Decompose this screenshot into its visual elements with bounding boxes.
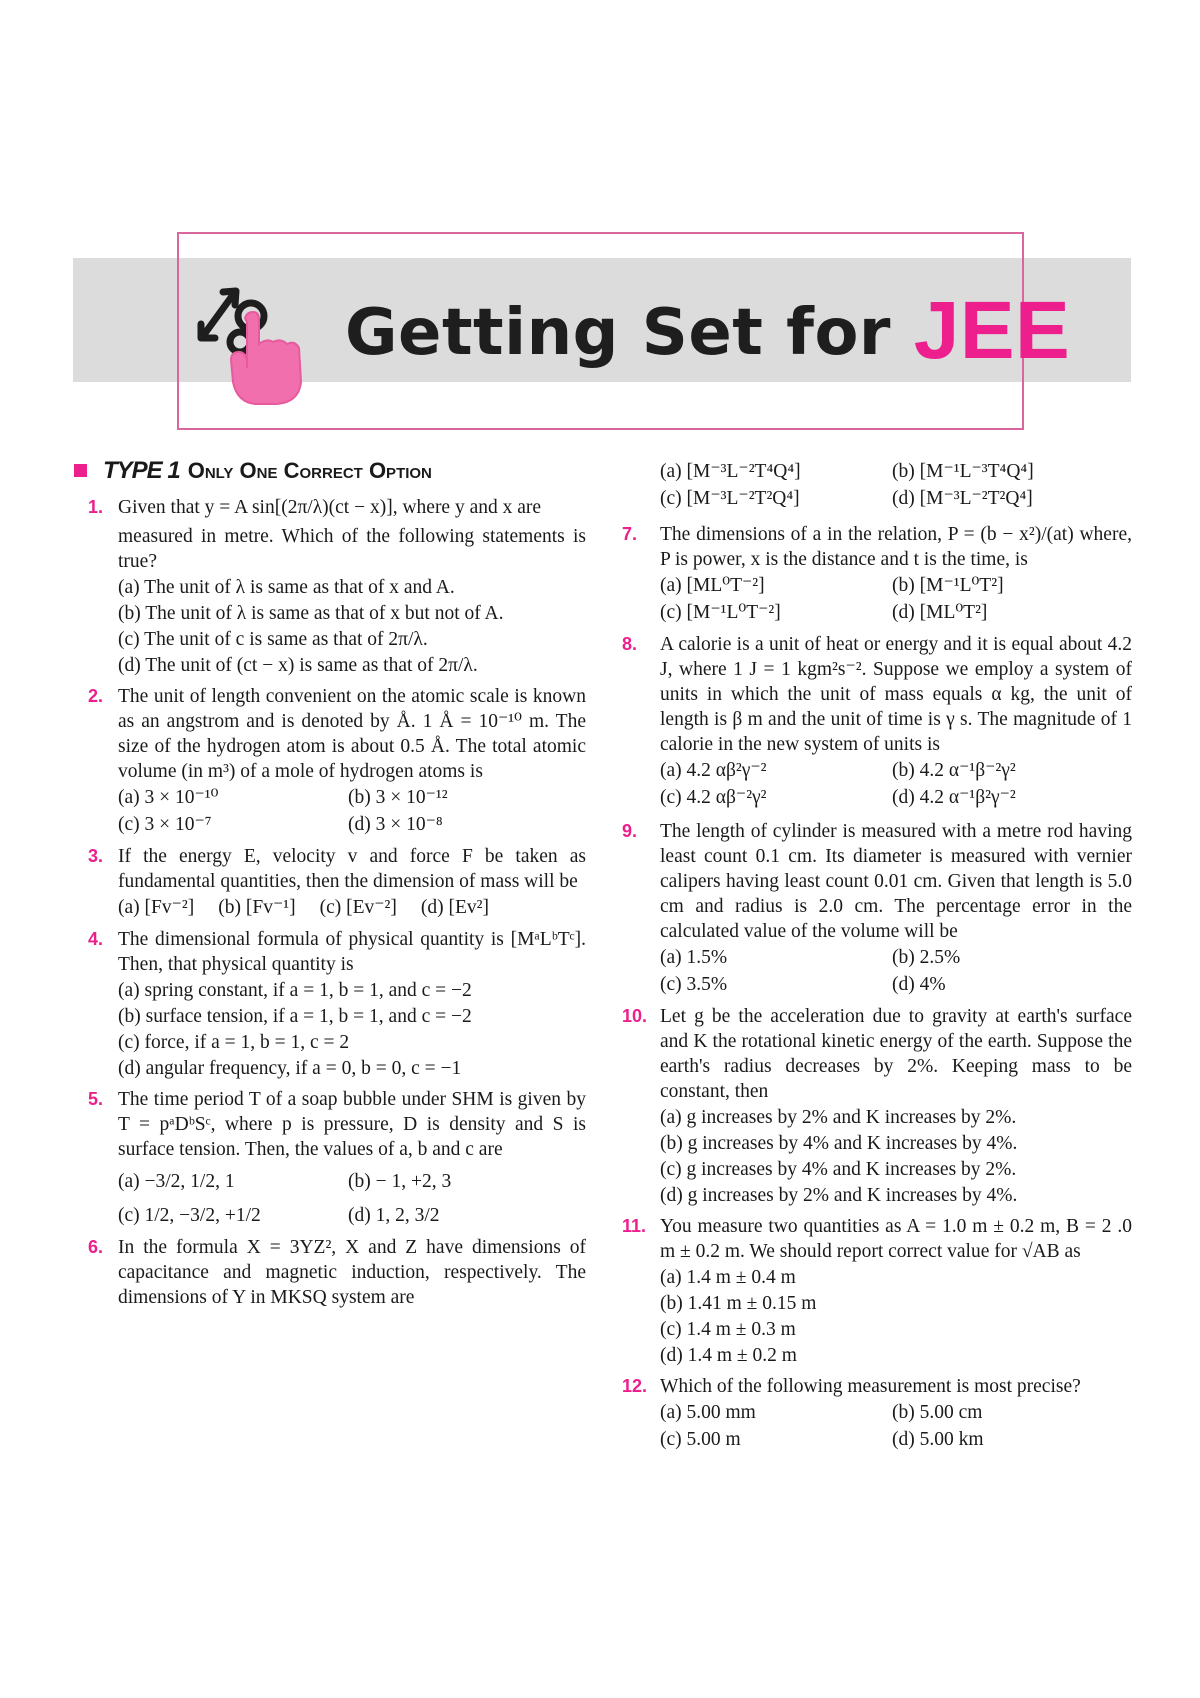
option-b[interactable]: (b) [M⁻¹L⁻³T⁴Q⁴] bbox=[892, 461, 1034, 482]
question-6-options bbox=[630, 458, 1132, 512]
question-6 bbox=[88, 1235, 586, 1310]
question-2 bbox=[88, 684, 586, 838]
option-a[interactable]: (a) The unit of λ is same as that of x and A. bbox=[118, 577, 455, 598]
page-title-prefix: Getting Set for bbox=[345, 296, 914, 370]
option-d[interactable]: (d) g increases by 2% and K increases by 4%. bbox=[660, 1185, 1018, 1206]
square-bullet-icon bbox=[74, 464, 87, 477]
left-column bbox=[88, 458, 586, 1316]
option-b[interactable]: (b) 4.2 α⁻¹β⁻²γ² bbox=[892, 760, 1016, 781]
option-b[interactable]: (b) g increases by 4% and K increases by 4%. bbox=[660, 1133, 1018, 1154]
question-number: 2. bbox=[88, 686, 104, 706]
option-c[interactable]: (c) force, if a = 1, b = 1, c = 2 bbox=[118, 1032, 350, 1053]
option-d[interactable]: (d) The unit of (ct − x) is same as that of 2π/λ. bbox=[118, 655, 478, 676]
question-lead: Given that y = A sin[(2π/λ)(ct − x)], where y and x are bbox=[118, 497, 542, 518]
question-number: 9. bbox=[622, 821, 638, 841]
option-d[interactable]: (d) 4% bbox=[892, 974, 946, 995]
page-title-brand: JEE bbox=[913, 285, 1071, 376]
question-stem: Let g be the acceleration due to gravity at earth's surface and K the rotational kinetic energy of the earth. Suppose the earth's radius decreases by 2%. Keeping mass to be constant, then bbox=[660, 1006, 1132, 1102]
question-number: 3. bbox=[88, 846, 104, 866]
question-stem: Which of the following measurement is most precise? bbox=[660, 1376, 1081, 1397]
option-a[interactable]: (a) 1.5% bbox=[660, 947, 728, 968]
question-1 bbox=[88, 495, 586, 678]
question-stem: The dimensional formula of physical quantity is [MᵃLᵇTᶜ]. Then, that physical quantity is bbox=[118, 929, 586, 975]
question-number: 6. bbox=[88, 1237, 104, 1257]
option-c[interactable]: (c) 3 × 10⁻⁷ bbox=[118, 814, 212, 835]
option-c[interactable]: (c) 1/2, −3/2, +1/2 bbox=[118, 1205, 261, 1226]
option-a[interactable]: (a) 4.2 αβ²γ⁻² bbox=[660, 760, 767, 781]
section-heading bbox=[74, 458, 586, 483]
question-3 bbox=[88, 844, 586, 921]
question-number: 1. bbox=[88, 497, 104, 517]
option-d[interactable]: (d) 1.4 m ± 0.2 m bbox=[660, 1345, 797, 1366]
option-d[interactable]: (d) 5.00 km bbox=[892, 1429, 984, 1450]
option-a[interactable]: (a) −3/2, 1/2, 1 bbox=[118, 1171, 235, 1192]
option-d[interactable]: (d) [ML⁰T²] bbox=[892, 602, 988, 623]
option-c[interactable]: (c) 4.2 αβ⁻²γ² bbox=[660, 787, 767, 808]
option-c[interactable]: (c) 3.5% bbox=[660, 974, 728, 995]
question-11 bbox=[622, 1214, 1132, 1368]
question-number: 5. bbox=[88, 1089, 104, 1109]
question-stem: measured in metre. Which of the following statements is true? bbox=[118, 526, 586, 572]
question-stem: A calorie is a unit of heat or energy and it is equal about 4.2 J, where 1 J = 1 kgm²s⁻². Suppose we employ a system of units in which the unit of mass equals α kg, the unit of length is β m and the unit of time is γ s. The magnitude of 1 calorie in the new system of units is bbox=[660, 634, 1132, 755]
question-number: 7. bbox=[622, 524, 638, 544]
option-a[interactable]: (a) spring constant, if a = 1, b = 1, and c = −2 bbox=[118, 980, 472, 1001]
question-8 bbox=[622, 632, 1132, 811]
option-b[interactable]: (b) − 1, +2, 3 bbox=[348, 1171, 452, 1192]
option-c[interactable]: (c) [Ev⁻²] bbox=[319, 897, 397, 918]
option-b[interactable]: (b) surface tension, if a = 1, b = 1, and c = −2 bbox=[118, 1006, 472, 1027]
question-5 bbox=[88, 1087, 586, 1229]
question-stem: The unit of length convenient on the atomic scale is known as an angstrom and is denoted by Å. 1 Å = 10⁻¹⁰ m. The size of the hydrogen atom is about 0.5 Å. The total atomic volume (in m³) of a mole of hydrogen atoms is bbox=[118, 686, 586, 782]
option-b[interactable]: (b) The unit of λ is same as that of x but not of A. bbox=[118, 603, 504, 624]
option-c[interactable]: (c) [M⁻¹L⁰T⁻²] bbox=[660, 602, 781, 623]
option-d[interactable]: (d) 4.2 α⁻¹β²γ⁻² bbox=[892, 787, 1016, 808]
question-number: 4. bbox=[88, 929, 104, 949]
option-a[interactable]: (a) [Fv⁻²] bbox=[118, 897, 195, 918]
option-d[interactable]: (d) [M⁻³L⁻²T²Q⁴] bbox=[892, 488, 1033, 509]
option-b[interactable]: (b) 3 × 10⁻¹² bbox=[348, 787, 448, 808]
question-stem: You measure two quantities as A = 1.0 m ± 0.2 m, B = 2 .0 m ± 0.2 m. We should report correct value for √AB as bbox=[660, 1216, 1132, 1262]
option-d[interactable]: (d) 1, 2, 3/2 bbox=[348, 1205, 440, 1226]
question-number: 12. bbox=[622, 1376, 648, 1396]
question-stem: The dimensions of a in the relation, P = (b − x²)/(at) where, P is power, x is the distance and t is the time, is bbox=[660, 524, 1132, 570]
right-column bbox=[622, 458, 1132, 1459]
page-title bbox=[345, 280, 1070, 374]
question-12 bbox=[622, 1374, 1132, 1453]
section-type-label: TYPE 1 bbox=[103, 457, 180, 484]
hand-pointer-icon bbox=[195, 278, 325, 408]
question-9 bbox=[622, 819, 1132, 998]
question-4 bbox=[88, 927, 586, 1081]
question-stem: The length of cylinder is measured with a metre rod having least count 0.1 cm. Its diameter is measured with vernier calipers having least count 0.01 cm. Given that length is 5.0 cm and radius is 2.0 cm. The percentage error in the calculated value of the volume will be bbox=[660, 821, 1132, 942]
option-b[interactable]: (b) [Fv⁻¹] bbox=[218, 897, 296, 918]
question-7 bbox=[622, 522, 1132, 626]
question-number: 10. bbox=[622, 1006, 648, 1026]
option-a[interactable]: (a) [ML⁰T⁻²] bbox=[660, 575, 765, 596]
question-number: 8. bbox=[622, 634, 638, 654]
option-c[interactable]: (c) The unit of c is same as that of 2π/λ. bbox=[118, 629, 428, 650]
option-a[interactable]: (a) g increases by 2% and K increases by 2%. bbox=[660, 1107, 1017, 1128]
option-d[interactable]: (d) [Ev²] bbox=[420, 897, 490, 918]
option-a[interactable]: (a) 1.4 m ± 0.4 m bbox=[660, 1267, 796, 1288]
option-c[interactable]: (c) 5.00 m bbox=[660, 1429, 741, 1450]
option-a[interactable]: (a) 3 × 10⁻¹⁰ bbox=[118, 787, 219, 808]
question-stem: The time period T of a soap bubble under SHM is given by T = pᵃDᵇSᶜ, where p is pressure, D is density and S is surface tension. Then, the values of a, b and c are bbox=[118, 1089, 586, 1160]
option-c[interactable]: (c) g increases by 4% and K increases by 2%. bbox=[660, 1159, 1017, 1180]
option-a[interactable]: (a) [M⁻³L⁻²T⁴Q⁴] bbox=[660, 461, 801, 482]
option-d[interactable]: (d) 3 × 10⁻⁸ bbox=[348, 814, 443, 835]
option-b[interactable]: (b) 2.5% bbox=[892, 947, 961, 968]
option-c[interactable]: (c) 1.4 m ± 0.3 m bbox=[660, 1319, 796, 1340]
option-b[interactable]: (b) 1.41 m ± 0.15 m bbox=[660, 1293, 817, 1314]
question-10 bbox=[622, 1004, 1132, 1208]
option-a[interactable]: (a) 5.00 mm bbox=[660, 1402, 756, 1423]
question-stem: In the formula X = 3YZ², X and Z have dimensions of capacitance and magnetic induction, respectively. The dimensions of Y in MKSQ system are bbox=[118, 1237, 586, 1308]
question-stem: If the energy E, velocity v and force F be taken as fundamental quantities, then the dimension of mass will be bbox=[118, 846, 586, 892]
option-c[interactable]: (c) [M⁻³L⁻²T²Q⁴] bbox=[660, 488, 800, 509]
option-b[interactable]: (b) [M⁻¹L⁰T²] bbox=[892, 575, 1004, 596]
question-number: 11. bbox=[622, 1216, 647, 1236]
option-d[interactable]: (d) angular frequency, if a = 0, b = 0, c = −1 bbox=[118, 1058, 462, 1079]
option-b[interactable]: (b) 5.00 cm bbox=[892, 1402, 983, 1423]
section-type-title: Only One Correct Option bbox=[187, 458, 432, 483]
